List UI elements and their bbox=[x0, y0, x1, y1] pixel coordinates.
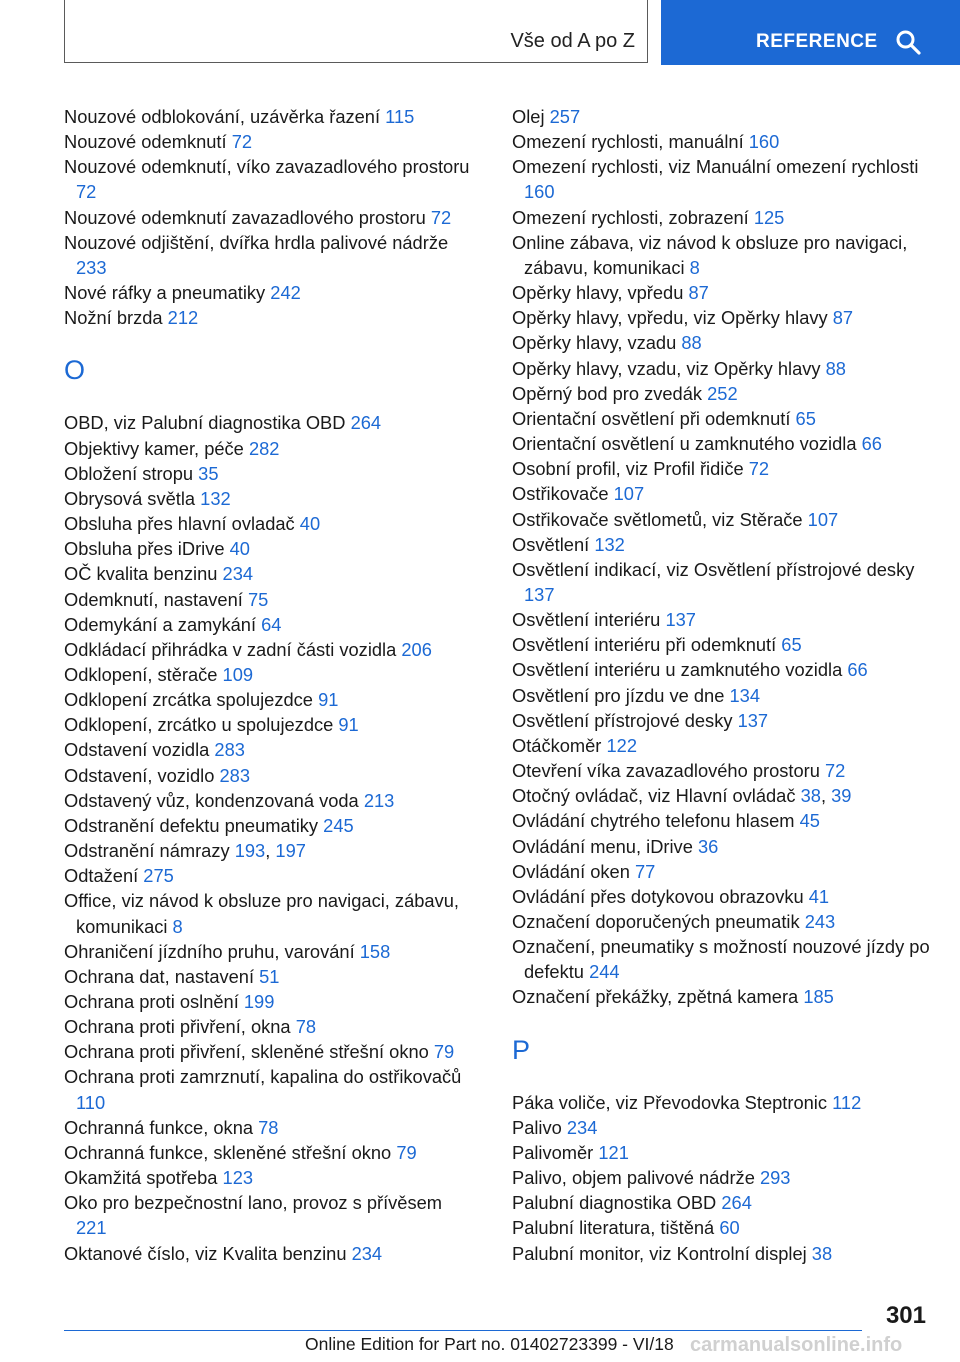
index-entry bbox=[512, 431, 932, 456]
index-entry-text: Otočný ovládač, viz Hlavní ovládač bbox=[512, 785, 796, 807]
page-link[interactable]: 234 bbox=[566, 1116, 598, 1138]
index-entry bbox=[512, 507, 932, 532]
index-entry-text: Nouzové odemknutí bbox=[64, 131, 227, 153]
page-link[interactable]: 293 bbox=[759, 1167, 791, 1189]
header-section-box bbox=[64, 0, 648, 63]
index-entry bbox=[64, 511, 474, 536]
index-entry bbox=[64, 104, 474, 129]
page-link[interactable]: 87 bbox=[832, 307, 854, 329]
index-entry-text: Palivo, objem palivové nádrže bbox=[512, 1167, 755, 1189]
page-link[interactable]: 110 bbox=[76, 1091, 106, 1113]
page-link[interactable]: 242 bbox=[270, 282, 301, 304]
index-entry-text: Ochrana proti přivření, okna bbox=[64, 1016, 291, 1038]
page-link[interactable]: 199 bbox=[243, 991, 275, 1012]
index-entry bbox=[512, 330, 932, 355]
index-letter-heading: O bbox=[64, 355, 86, 386]
index-entry-text: Ochrana proti zamrznutí, kapalina do ostřikovačů bbox=[64, 1066, 462, 1088]
index-entry bbox=[64, 989, 474, 1014]
page-link[interactable]: 88 bbox=[681, 332, 702, 354]
index-entry-text: Osvětlení bbox=[512, 533, 590, 555]
index-entry-text: Omezení rychlosti, zobrazení bbox=[512, 206, 749, 228]
page-link[interactable]: 283 bbox=[214, 739, 245, 761]
page-link[interactable]: 115 bbox=[385, 106, 415, 127]
index-entry bbox=[512, 859, 932, 884]
index-entry bbox=[512, 230, 932, 280]
page-link[interactable]: 72 bbox=[430, 206, 452, 228]
index-entry: Otočný ovládač, viz Hlavní ovládač 38, 39 bbox=[512, 785, 852, 807]
index-entry-text: Odstranění námrazy bbox=[64, 840, 230, 862]
index-entry-text: Office, viz návod k obsluze pro navigaci, zábavu, komunikaci bbox=[64, 890, 459, 937]
page-link[interactable]: 112 bbox=[832, 1091, 862, 1113]
page-link[interactable]: 132 bbox=[594, 533, 625, 555]
page-link[interactable]: 35 bbox=[198, 462, 219, 484]
index-entry bbox=[512, 909, 932, 934]
index-entry-text: Palivo bbox=[512, 1116, 562, 1138]
index-entry bbox=[64, 230, 474, 280]
page-link[interactable]: 245 bbox=[323, 814, 354, 836]
index-entry bbox=[64, 737, 474, 762]
page-link[interactable]: 91 bbox=[318, 689, 339, 711]
index-entry-text: Osvětlení interiéru u zamknutého vozidla bbox=[512, 659, 843, 681]
page-link[interactable]: 72 bbox=[231, 131, 253, 153]
index-entry bbox=[64, 1241, 474, 1266]
index-entry bbox=[512, 733, 932, 758]
page-link[interactable]: 77 bbox=[635, 860, 656, 882]
index-entry-text: Odklopení, stěrače bbox=[64, 663, 218, 685]
index-entry bbox=[512, 808, 932, 833]
footer-rule bbox=[64, 1330, 862, 1331]
page-link[interactable]: 78 bbox=[295, 1016, 317, 1038]
index-entry bbox=[64, 763, 474, 788]
index-entry-text: Orientační osvětlení u zamknutého vozidla bbox=[512, 433, 857, 455]
index-entry bbox=[512, 632, 932, 657]
index-entry-text: Odemknutí, nastavení bbox=[64, 588, 243, 610]
index-entry bbox=[64, 612, 474, 637]
index-entry bbox=[64, 205, 474, 230]
index-entry-text: Odemykání a zamykání bbox=[64, 613, 257, 635]
page-link[interactable]: 137 bbox=[524, 583, 555, 605]
index-entry-text: Ochranná funkce, skleněné střešní okno bbox=[64, 1141, 392, 1163]
index-entry-text: Ostřikovače světlometů, viz Stěrače bbox=[512, 508, 803, 530]
index-entry-text: Olej bbox=[512, 106, 545, 127]
page-link[interactable]: 275 bbox=[143, 865, 174, 887]
page-link[interactable]: 122 bbox=[606, 734, 638, 756]
index-entry bbox=[64, 436, 474, 461]
index-entry bbox=[64, 461, 474, 486]
index-entry bbox=[512, 1090, 932, 1115]
index-entry bbox=[64, 712, 474, 737]
index-entry bbox=[64, 1014, 474, 1039]
page-link[interactable]: 109 bbox=[222, 663, 254, 685]
page-link[interactable]: 158 bbox=[359, 940, 391, 962]
index-letter-heading: P bbox=[512, 1034, 531, 1065]
index-entry bbox=[512, 280, 932, 305]
page-link[interactable]: 123 bbox=[222, 1167, 254, 1189]
index-entry-text: Osvětlení indikací, viz Osvětlení přístrojové desky bbox=[512, 558, 915, 580]
index-entry-text: Odklopení, zrcátko u spolujezdce bbox=[64, 714, 334, 736]
page-link[interactable]: 125 bbox=[753, 206, 785, 228]
page-link[interactable]: 137 bbox=[737, 709, 769, 731]
page-number: 301 bbox=[885, 1302, 926, 1329]
index-entry-text: Opěrky hlavy, vzadu, viz Opěrky hlavy bbox=[512, 357, 821, 379]
index-entry bbox=[512, 834, 932, 859]
page-link[interactable]: 45 bbox=[799, 810, 820, 832]
page-link[interactable]: 36 bbox=[697, 835, 719, 857]
index-entry bbox=[512, 305, 932, 330]
index-entry-text: Ochranná funkce, okna bbox=[64, 1116, 254, 1138]
page-link[interactable]: 79 bbox=[396, 1141, 417, 1163]
page-link[interactable]: 282 bbox=[248, 437, 280, 459]
index-entry bbox=[64, 1190, 474, 1240]
index-entry-text: Ovládání oken bbox=[512, 860, 630, 882]
index-entry-text: Nouzové odemknutí, víko zavazadlového prostoru bbox=[64, 156, 470, 178]
index-entry bbox=[64, 587, 474, 612]
index-entry-text: OČ kvalita benzinu bbox=[64, 563, 218, 585]
index-entry bbox=[64, 410, 474, 435]
index-entry-text: Ochrana proti přivření, skleněné střešní okno bbox=[64, 1041, 429, 1063]
index-entry bbox=[64, 1165, 474, 1190]
index-entry-text: Odtažení bbox=[64, 865, 139, 887]
index-column-left bbox=[64, 104, 474, 1266]
index-entry bbox=[512, 129, 932, 154]
index-entry-text: Ovládání přes dotykovou obrazovku bbox=[512, 885, 804, 907]
index-entry-text: Ochrana proti oslnění bbox=[64, 991, 239, 1012]
index-entry-text: Odklopení zrcátka spolujezdce bbox=[64, 689, 313, 711]
index-entry-text: Nožní brzda bbox=[64, 307, 163, 329]
index-entry bbox=[64, 1140, 474, 1165]
page-link[interactable]: 72 bbox=[825, 760, 846, 782]
index-entry bbox=[64, 888, 474, 938]
page-link[interactable]: 60 bbox=[719, 1217, 740, 1239]
index-entry-text: Palubní literatura, tištěná bbox=[512, 1217, 715, 1239]
index-entry bbox=[512, 1241, 932, 1266]
index-entry bbox=[512, 758, 932, 783]
index-entry bbox=[64, 536, 474, 561]
index-entry-text: Označení, pneumatiky s možností nouzové jízdy po defektu bbox=[512, 936, 930, 983]
index-entry-text: Nové ráfky a pneumatiky bbox=[64, 282, 266, 304]
page-link[interactable]: 212 bbox=[167, 307, 199, 329]
index-entry bbox=[512, 607, 932, 632]
index-entry-text: Ochrana dat, nastavení bbox=[64, 965, 255, 987]
page-link[interactable]: 65 bbox=[795, 407, 816, 429]
index-entry bbox=[512, 708, 932, 733]
page-link[interactable]: 40 bbox=[229, 538, 250, 560]
page-link[interactable]: 243 bbox=[804, 911, 836, 932]
page-link[interactable]: 197 bbox=[275, 840, 306, 862]
page-link[interactable]: 264 bbox=[350, 412, 382, 434]
page-link[interactable]: 193 bbox=[234, 840, 266, 862]
index-entry-text: Opěrky hlavy, vpředu bbox=[512, 282, 684, 304]
index-entry-text: Označení doporučených pneumatik bbox=[512, 911, 800, 932]
index-entry-text: Otevření víka zavazadlového prostoru bbox=[512, 760, 820, 782]
index-entry bbox=[64, 486, 474, 511]
index-entry bbox=[64, 1064, 474, 1114]
page-link[interactable]: 64 bbox=[261, 613, 282, 635]
index-entry bbox=[64, 637, 474, 662]
index-entry-text: Okamžitá spotřeba bbox=[64, 1167, 218, 1189]
index-entry-text: Osobní profil, viz Profil řidiče bbox=[512, 458, 744, 480]
index-entry-text: Oktanové číslo, viz Kvalita benzinu bbox=[64, 1242, 347, 1264]
index-entry bbox=[512, 1215, 932, 1240]
page-link[interactable]: 8 bbox=[689, 256, 700, 278]
index-entry-text: Obrysová světla bbox=[64, 487, 196, 509]
page-link[interactable]: 185 bbox=[803, 986, 834, 1008]
page-link[interactable]: 264 bbox=[721, 1192, 752, 1214]
index-entry-text: Online zábava, viz návod k obsluze pro navigaci, zábavu, komunikaci bbox=[512, 231, 908, 278]
index-entry-text: Osvětlení interiéru při odemknutí bbox=[512, 634, 777, 656]
page-link[interactable]: 91 bbox=[338, 714, 359, 736]
page-link[interactable]: 88 bbox=[825, 357, 846, 379]
page-link[interactable]: 233 bbox=[76, 256, 107, 278]
page-link[interactable]: 8 bbox=[172, 915, 183, 937]
page-link[interactable]: 134 bbox=[729, 684, 760, 706]
index-entry-text: Označení překážky, zpětná kamera bbox=[512, 986, 799, 1008]
index-entry bbox=[64, 939, 474, 964]
page-link[interactable]: 107 bbox=[807, 508, 839, 530]
index-entry bbox=[64, 1115, 474, 1140]
index-entry-text: Obložení stropu bbox=[64, 462, 194, 484]
page-link[interactable]: 72 bbox=[76, 181, 97, 203]
index-entry bbox=[512, 1190, 932, 1215]
page-link[interactable]: 234 bbox=[222, 563, 254, 585]
page-link[interactable]: 160 bbox=[748, 131, 780, 153]
page-link[interactable]: 66 bbox=[847, 659, 868, 681]
index-entry-text: Opěrky hlavy, vpředu, viz Opěrky hlavy bbox=[512, 307, 828, 329]
index-entry bbox=[64, 561, 474, 586]
index-entry-text: Nouzové odjištění, dvířka hrdla palivové nádrže bbox=[64, 231, 449, 253]
index-entry bbox=[512, 532, 932, 557]
index-entry bbox=[512, 381, 932, 406]
page-link[interactable]: 137 bbox=[665, 609, 696, 631]
page-link[interactable]: 66 bbox=[861, 433, 882, 455]
page-link[interactable]: 107 bbox=[613, 483, 645, 505]
page-link[interactable]: 234 bbox=[351, 1242, 383, 1264]
index-entry bbox=[64, 813, 474, 838]
watermark: carmanualsonline.info bbox=[690, 1334, 903, 1356]
index-entry-text: Ovládání chytrého telefonu hlasem bbox=[512, 810, 795, 832]
index-entry bbox=[512, 557, 932, 607]
page-link[interactable]: 121 bbox=[598, 1141, 629, 1163]
page-link[interactable]: 221 bbox=[76, 1217, 107, 1239]
page-link[interactable]: 79 bbox=[433, 1041, 455, 1063]
index-entry-text: Orientační osvětlení při odemknutí bbox=[512, 407, 791, 429]
page-link[interactable]: 40 bbox=[299, 513, 321, 535]
index-entry-text: Odstranění defektu pneumatiky bbox=[64, 814, 319, 836]
reference-label: REFERENCE bbox=[756, 31, 878, 52]
page-link[interactable]: 206 bbox=[401, 638, 432, 660]
index-entry bbox=[64, 863, 474, 888]
index-entry bbox=[64, 305, 474, 330]
page-link[interactable]: 252 bbox=[707, 382, 738, 404]
index-entry bbox=[512, 657, 932, 682]
index-entry-text: Otáčkoměr bbox=[512, 734, 602, 756]
index-entry-text: Palivoměr bbox=[512, 1141, 594, 1163]
index-entry bbox=[64, 788, 474, 813]
index-entry bbox=[512, 934, 932, 984]
index-entry bbox=[512, 104, 932, 129]
index-entry-text: Odstavení, vozidlo bbox=[64, 764, 215, 786]
index-entry bbox=[512, 356, 932, 381]
index-entry-text: Odkládací přihrádka v zadní části vozidla bbox=[64, 638, 397, 660]
index-entry-text: Ovládání menu, iDrive bbox=[512, 835, 693, 857]
index-entry-text: Ostřikovače bbox=[512, 483, 609, 505]
index-entry-text: Odstavení vozidla bbox=[64, 739, 210, 761]
index-entry-text: Oko pro bezpečnostní lano, provoz s přívěsem bbox=[64, 1192, 443, 1214]
page-link[interactable]: 39 bbox=[831, 785, 852, 807]
page-link[interactable]: 51 bbox=[259, 965, 280, 987]
page-link[interactable]: 75 bbox=[247, 588, 269, 610]
index-entry-text: Osvětlení přístrojové desky bbox=[512, 709, 733, 731]
index-entry-text: Osvětlení interiéru bbox=[512, 609, 661, 631]
index-entry bbox=[512, 481, 932, 506]
index-entry-text: Omezení rychlosti, viz Manuální omezení rychlosti bbox=[512, 156, 919, 178]
page-link[interactable]: 72 bbox=[748, 458, 770, 480]
page-link[interactable]: 38 bbox=[800, 785, 821, 807]
index-entry bbox=[512, 154, 932, 204]
page-link[interactable]: 132 bbox=[200, 487, 231, 509]
index-entry bbox=[512, 1165, 932, 1190]
page-link[interactable]: 78 bbox=[258, 1116, 279, 1138]
index-entry-text: OBD, viz Palubní diagnostika OBD bbox=[64, 412, 346, 434]
index-entry bbox=[512, 1140, 932, 1165]
reference-tab[interactable] bbox=[661, 0, 960, 65]
edition-note: Online Edition for Part no. 01402723399 - VI/18 bbox=[305, 1334, 674, 1354]
index-entry-text: Palubní monitor, viz Kontrolní displej bbox=[512, 1242, 807, 1264]
index-entry bbox=[64, 687, 474, 712]
index-entry bbox=[512, 984, 932, 1009]
index-entry bbox=[512, 456, 932, 481]
index-entry bbox=[64, 964, 474, 989]
index-entry bbox=[512, 205, 932, 230]
index-entry bbox=[512, 884, 932, 909]
page-link[interactable]: 283 bbox=[219, 764, 251, 786]
page-link[interactable]: 257 bbox=[549, 106, 581, 127]
page-link[interactable]: 213 bbox=[363, 789, 395, 811]
index-entry-text: Osvětlení pro jízdu ve dne bbox=[512, 684, 725, 706]
index-entry-text: Palubní diagnostika OBD bbox=[512, 1192, 717, 1214]
index-entry-text: Nouzové odblokování, uzávěrka řazení bbox=[64, 106, 381, 127]
index-entry: Odstranění námrazy 193, 197 bbox=[64, 840, 306, 862]
index-entry bbox=[64, 1039, 474, 1064]
index-entry-text: Nouzové odemknutí zavazadlového prostoru bbox=[64, 206, 426, 228]
index-entry bbox=[512, 406, 932, 431]
page-link[interactable]: 41 bbox=[808, 885, 830, 907]
page-link[interactable]: 244 bbox=[589, 961, 620, 983]
index-entry-text: Omezení rychlosti, manuální bbox=[512, 131, 744, 153]
index-entry bbox=[64, 280, 474, 305]
index-entry bbox=[512, 683, 932, 708]
index-entry bbox=[64, 129, 474, 154]
index-entry-text: Opěrky hlavy, vzadu bbox=[512, 332, 677, 354]
section-title: Vše od A po Z bbox=[510, 30, 635, 52]
page-link[interactable]: 160 bbox=[524, 181, 555, 203]
index-entry-text: Objektivy kamer, péče bbox=[64, 437, 244, 459]
index-entry-text: Obsluha přes iDrive bbox=[64, 538, 225, 560]
index-entry-text: Obsluha přes hlavní ovladač bbox=[64, 513, 295, 535]
index-entry bbox=[64, 154, 474, 204]
search-icon[interactable] bbox=[895, 29, 921, 55]
index-entry-text: Odstavený vůz, kondenzovaná voda bbox=[64, 789, 359, 811]
page-link[interactable]: 87 bbox=[688, 282, 709, 304]
index-entry bbox=[512, 1115, 932, 1140]
page-link[interactable]: 65 bbox=[781, 634, 802, 656]
index-entry-text: Ohraničení jízdního pruhu, varování bbox=[64, 940, 355, 962]
index-entry-text: Opěrný bod pro zvedák bbox=[512, 382, 703, 404]
index-entry bbox=[64, 662, 474, 687]
page-link[interactable]: 38 bbox=[811, 1242, 833, 1264]
index-column-right bbox=[512, 104, 932, 1266]
index-entry-text: Páka voliče, viz Převodovka Steptronic bbox=[512, 1091, 827, 1113]
